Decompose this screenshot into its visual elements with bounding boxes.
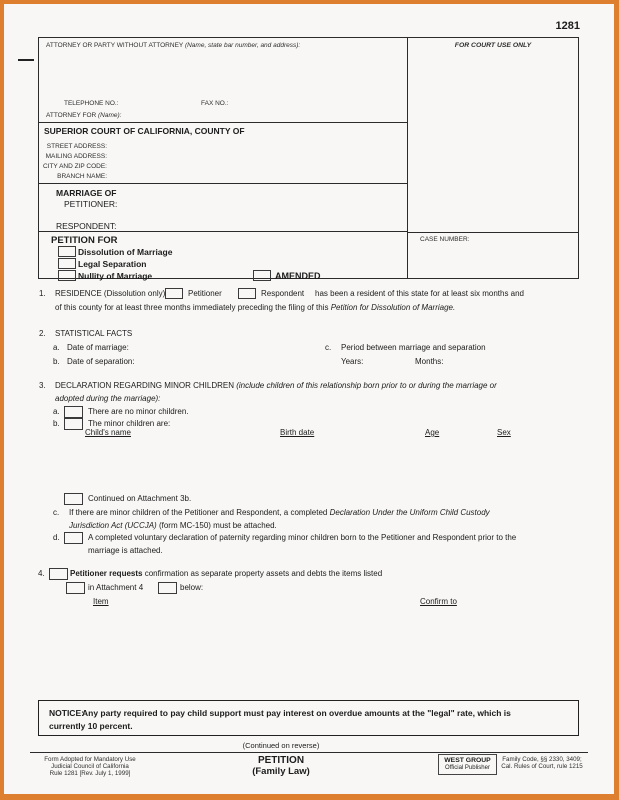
item1-line2-text: of this county for at least three months immediately preceding the filing of this — [55, 303, 331, 312]
item3-b-text: The minor children are: — [88, 419, 171, 428]
fax-label: FAX NO.: — [201, 100, 229, 107]
footer-form-subtitle: (Family Law) — [252, 766, 310, 777]
petitioner-label: PETITIONER: — [64, 199, 118, 209]
footer-divider-line — [30, 752, 588, 753]
item3-continued-text: Continued on Attachment 3b. — [88, 494, 192, 503]
item3-title-line2: adopted during the marriage): — [55, 394, 161, 403]
item3-a-number: a. — [53, 407, 60, 416]
attorney-for-paren: (Name): — [98, 112, 122, 119]
branch-name-label: BRANCH NAME: — [57, 173, 107, 180]
petition-for-section — [39, 232, 407, 281]
item4-below-label: below: — [180, 583, 204, 592]
column-header-confirm-to: Confirm to — [420, 597, 457, 606]
item4-rest-text: confirmation as separate property assets and debts the items listed — [142, 569, 383, 578]
notice-label: NOTICE: — [49, 708, 84, 718]
item3-d-line2: marriage is attached. — [88, 546, 163, 555]
petition-for-title: PETITION FOR — [51, 235, 118, 246]
item4-number: 4. — [38, 569, 45, 578]
form-page — [4, 4, 614, 794]
item2-b-text: Date of separation: — [67, 357, 135, 366]
checkbox-residence-petitioner[interactable] — [165, 288, 183, 299]
court-use-column — [407, 38, 578, 278]
item3-c-text2: (form MC-150) must be attached. — [156, 521, 277, 530]
checkbox-nullity[interactable] — [58, 270, 76, 281]
item1-petitioner-label: Petitioner — [188, 289, 222, 298]
attorney-for-main: ATTORNEY FOR — [46, 112, 99, 119]
checkbox-dissolution[interactable] — [58, 246, 76, 257]
item3-c-italic1: Declaration Under the Uniform Child Custody — [329, 508, 490, 517]
checkbox-continued-attachment-3b[interactable] — [64, 493, 83, 505]
checkbox-residence-respondent[interactable] — [238, 288, 256, 299]
checkbox-minor-children[interactable] — [64, 418, 83, 430]
notice-line2: currently 10 percent. — [49, 721, 133, 731]
item4-line1 — [70, 569, 382, 579]
option-dissolution-label: Dissolution of Marriage — [78, 246, 173, 257]
item3-d-number: d. — [53, 533, 60, 542]
marriage-section — [39, 184, 407, 232]
item1-line2-italic: Petition for Dissolution of Marriage. — [330, 303, 456, 312]
item2-number: 2. — [39, 329, 46, 338]
notice-line1: Any party required to pay child support must pay interest on overdue amounts at the "legal" rate, which is — [82, 708, 511, 718]
item1-lead: RESIDENCE (Dissolution only) — [55, 289, 166, 298]
street-address-label: STREET ADDRESS: — [46, 143, 107, 150]
item3-c-italic2: Jurisdiction Act (UCCJA) — [69, 521, 157, 530]
checkbox-in-attachment-4[interactable] — [66, 582, 85, 594]
item2-months-label: Months: — [415, 357, 444, 366]
item3-c-text1: If there are minor children of the Petitioner and Respondent, a completed — [69, 508, 330, 517]
footer-ref2: Cal. Rules of Court, rule 1215 — [501, 763, 583, 770]
column-header-age: Age — [425, 428, 440, 437]
item3-a-text: There are no minor children. — [88, 407, 189, 416]
attorney-label-main: ATTORNEY OR PARTY WITHOUT ATTORNEY — [46, 42, 185, 49]
item3-title-text: DECLARATION REGARDING MINOR CHILDREN — [55, 381, 237, 390]
checkbox-petitioner-requests[interactable] — [49, 568, 68, 580]
item4-attachment-label: in Attachment 4 — [88, 583, 144, 592]
item1-respondent-label: Respondent — [261, 289, 305, 298]
footer-left-line3: Rule 1281 [Rev. July 1, 1999] — [49, 770, 131, 777]
item4-bold-text: Petitioner requests — [70, 569, 143, 578]
attorney-label-paren: (Name, state bar number, and address): — [184, 42, 301, 49]
item3-b-number: b. — [53, 419, 60, 428]
marriage-of-label: MARRIAGE OF — [56, 188, 117, 198]
telephone-label: TELEPHONE NO.: — [64, 100, 119, 107]
option-legal-separation-label: Legal Separation — [78, 258, 147, 269]
mailing-address-label: MAILING ADDRESS: — [45, 153, 107, 160]
checkbox-below[interactable] — [158, 582, 177, 594]
item1-line2 — [55, 303, 455, 313]
item3-title-italic1: (include children of this relationship born prior to or during the marriage or — [236, 381, 497, 390]
item2-c-text: Period between marriage and separation — [341, 343, 486, 352]
checkbox-paternity-declaration[interactable] — [64, 532, 83, 544]
footer-left-line1: Form Adopted for Mandatory Use — [44, 756, 136, 763]
notice-box — [38, 700, 579, 736]
case-number-box — [408, 232, 578, 279]
checkbox-no-minor-children[interactable] — [64, 406, 83, 418]
footer-ref1: Family Code, §§ 2330, 3409; — [502, 756, 582, 763]
checkbox-amended[interactable] — [253, 270, 271, 281]
attorney-section — [39, 38, 407, 123]
item3-title-line1 — [55, 381, 497, 391]
respondent-label: RESPONDENT: — [56, 221, 117, 231]
item2-c-number: c. — [325, 343, 332, 352]
publisher-name: WEST GROUP — [444, 757, 491, 764]
column-header-sex: Sex — [497, 428, 511, 437]
footer-left-block — [40, 756, 140, 777]
footer-left-line2: Judicial Council of California — [51, 763, 129, 770]
footer-title-block — [181, 755, 381, 777]
court-title: SUPERIOR COURT OF CALIFORNIA, COUNTY OF — [44, 126, 245, 136]
item2-title: STATISTICAL FACTS — [55, 329, 133, 338]
column-header-birth-date: Birth date — [280, 428, 315, 437]
item3-c-number: c. — [53, 508, 60, 517]
amended-label: AMENDED — [275, 270, 321, 281]
footer-form-title: PETITION — [257, 755, 305, 766]
case-number-label: CASE NUMBER: — [420, 235, 470, 243]
item1-number: 1. — [39, 289, 46, 298]
attorney-for-label — [46, 112, 122, 120]
column-header-childs-name: Child's name — [85, 428, 131, 437]
attorney-label — [46, 42, 300, 50]
margin-dash-mark — [18, 59, 34, 61]
footer-refs-block — [496, 756, 588, 770]
item3-d-line1: A completed voluntary declaration of paternity regarding minor children born to the Petitioner and Respondent prior to the — [88, 533, 517, 542]
caption-box — [38, 37, 579, 279]
court-use-label: FOR COURT USE ONLY — [454, 42, 532, 49]
item1-line1-rest: has been a resident of this state for at least six months and — [315, 289, 525, 298]
item3-c-line1 — [69, 508, 490, 518]
item2-b-number: b. — [53, 357, 60, 366]
checkbox-legal-separation[interactable] — [58, 258, 76, 269]
publisher-subtitle: Official Publisher — [445, 765, 490, 771]
form-number: 1281 — [555, 20, 580, 32]
column-header-item: Item — [93, 597, 109, 606]
item3-c-line2 — [69, 521, 277, 531]
option-nullity-label: Nullity of Marriage — [78, 270, 153, 281]
item2-a-number: a. — [53, 343, 60, 352]
continued-on-reverse: (Continued on reverse) — [242, 741, 320, 750]
court-section — [39, 123, 407, 184]
item2-years-label: Years: — [341, 357, 364, 366]
publisher-box — [438, 754, 497, 775]
item2-a-text: Date of marriage: — [67, 343, 129, 352]
item3-number: 3. — [39, 381, 46, 390]
city-zip-label: CITY AND ZIP CODE: — [42, 163, 107, 170]
